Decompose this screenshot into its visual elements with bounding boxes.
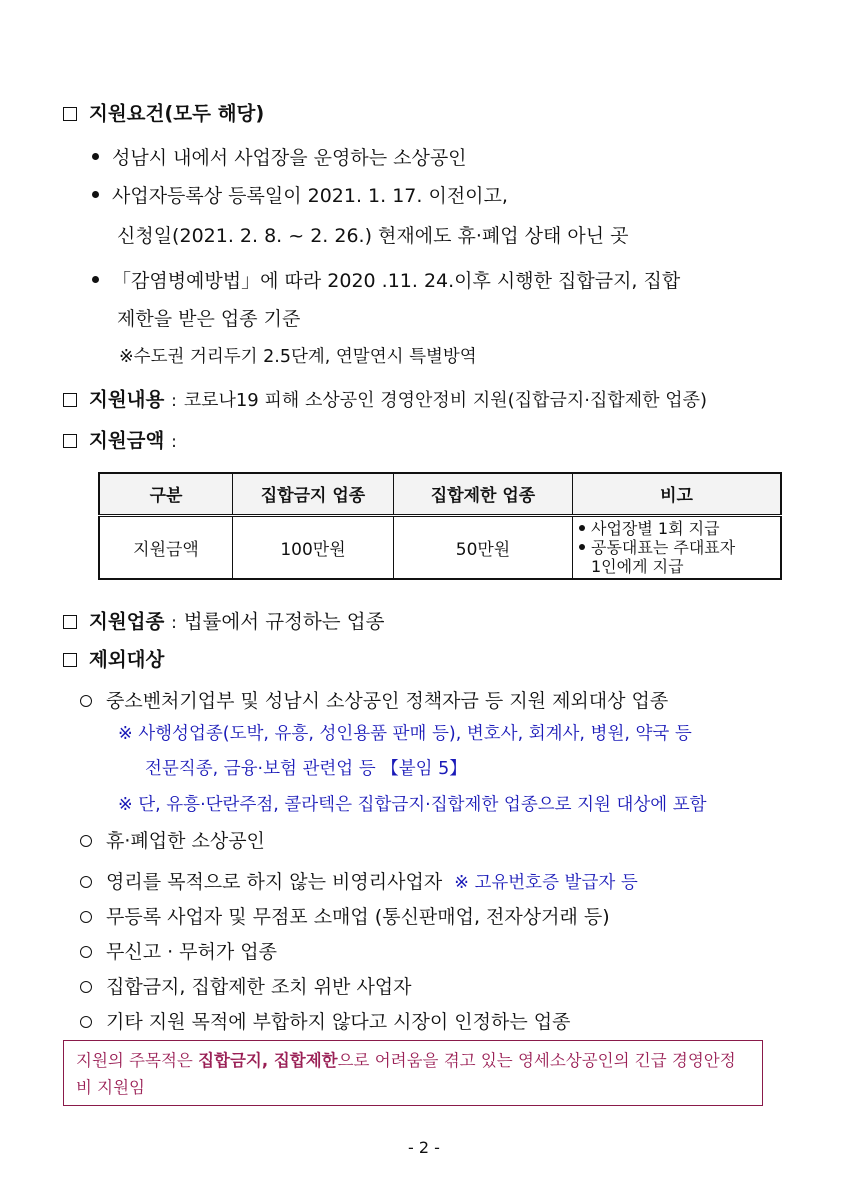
requirement-note: ※수도권 거리두기 2.5단계, 연말연시 특별방역	[119, 347, 477, 367]
section-amount: 지원금액 :	[63, 425, 177, 453]
circle-bullet-icon	[80, 911, 92, 923]
content-text: 코로나19 피해 소상공인 경영안정비 지원(집합금지·집합제한 업종)	[183, 390, 708, 411]
checkbox-square-icon	[63, 393, 77, 407]
circle-bullet-icon	[80, 835, 92, 847]
circle-bullet-icon	[80, 981, 92, 993]
header-restrict: 집합제한 업종	[394, 473, 573, 515]
note-line-3: 1인에게 지급	[591, 556, 684, 576]
table-header-row	[99, 473, 781, 515]
bullet-icon	[92, 153, 99, 160]
section-title: 지원업종	[89, 610, 165, 633]
ban-amount: 100만원	[233, 515, 394, 579]
exclusion-item-3: 영리를 목적으로 하지 않는 비영리사업자 ※ 고유번호증 발급자 등	[80, 867, 638, 894]
section-title: 제외대상	[89, 648, 165, 671]
notice-emphasis: 집합금지, 집합제한	[198, 1051, 338, 1070]
section-title: 지원요건(모두 해당)	[89, 102, 265, 125]
circle-bullet-icon	[80, 946, 92, 958]
note-line-1: 사업장별 1회 지급	[579, 519, 774, 538]
section-title: 지원내용	[89, 388, 165, 411]
header-category: 구분	[99, 473, 233, 515]
circle-bullet-icon	[80, 876, 92, 888]
exclusion-note-1-cont: 전문직종, 금융·보험 관련업 등 【붙임 5】	[145, 759, 467, 779]
exclusion-item-2: 휴·폐업한 소상공인	[80, 826, 265, 853]
requirement-item-2-cont: 신청일(2021. 2. 8. ~ 2. 26.) 현재에도 휴·폐업 상태 아닌 곳	[117, 225, 629, 247]
row-label: 지원금액	[99, 515, 233, 579]
support-amount-table	[98, 472, 782, 580]
checkbox-square-icon	[63, 653, 77, 667]
bullet-icon	[92, 276, 99, 283]
bullet-icon	[92, 191, 99, 198]
section-industry: 지원업종 : 법률에서 규정하는 업종	[63, 606, 384, 634]
exclusion-item-1: 중소벤처기업부 및 성남시 소상공인 정책자금 등 지원 제외대상 업종	[80, 686, 668, 713]
exclusion-item-5: 무신고 · 무허가 업종	[80, 937, 277, 964]
industry-text: 법률에서 규정하는 업종	[183, 610, 385, 633]
section-content: 지원내용 : 코로나19 피해 소상공인 경영안정비 지원(집합금지·집합제한 업종)	[63, 384, 707, 412]
requirement-item-1: 성남시 내에서 사업장을 운영하는 소상공인	[92, 143, 467, 170]
header-ban: 집합금지 업종	[233, 473, 394, 515]
exclusion-note-1: ※ 사행성업종(도박, 유흥, 성인용품 판매 등), 변호사, 회계사, 병원, 약국 등	[118, 724, 692, 744]
circle-bullet-icon	[80, 1016, 92, 1028]
section-title: 지원금액	[89, 429, 165, 452]
checkbox-square-icon	[63, 615, 77, 629]
checkbox-square-icon	[63, 434, 77, 448]
header-note: 비고	[573, 473, 782, 515]
exclusion-item-4: 무등록 사업자 및 무점포 소매업 (통신판매업, 전자상거래 등)	[80, 902, 610, 929]
exclusion-item-3-note: ※ 고유번호증 발급자 등	[454, 873, 638, 893]
checkbox-square-icon	[63, 107, 77, 121]
table-row	[99, 515, 781, 579]
restrict-amount: 50만원	[394, 515, 573, 579]
section-requirements	[63, 98, 264, 126]
circle-bullet-icon	[80, 695, 92, 707]
page-number: - 2 -	[408, 1138, 440, 1157]
exclusion-item-7: 기타 지원 목적에 부합하지 않다고 시장이 인정하는 업종	[80, 1007, 570, 1034]
exclusion-item-6: 집합금지, 집합제한 조치 위반 사업자	[80, 972, 412, 999]
exclusion-note-2: ※ 단, 유흥·단란주점, 콜라텍은 집합금지·집합제한 업종으로 지원 대상에 포함	[118, 795, 707, 815]
section-exclusions	[63, 644, 164, 672]
notice-box: 지원의 주목적은 집합금지, 집합제한으로 어려움을 겪고 있는 영세소상공인의 긴급 경영안정비 지원임	[63, 1040, 763, 1106]
requirement-item-3: 「감염병예방법」에 따라 2020 .11. 24.이후 시행한 집합금지, 집합	[92, 266, 680, 293]
requirement-item-2: 사업자등록상 등록일이 2021. 1. 17. 이전이고,	[92, 181, 508, 208]
bullet-icon	[579, 544, 585, 550]
note-line-2: 공동대표는 주대표자	[579, 538, 774, 557]
note-cell	[573, 515, 782, 579]
bullet-icon	[579, 525, 585, 531]
requirement-item-3-cont: 제한을 받은 업종 기준	[117, 308, 301, 330]
